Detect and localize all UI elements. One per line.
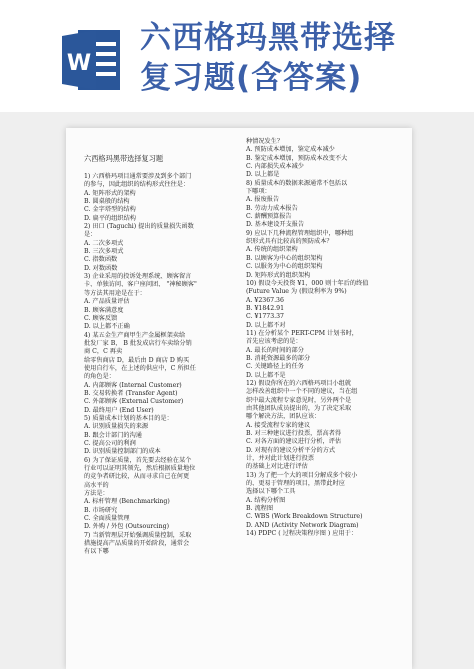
text-line: B. 圆桌般的结构 [84,198,130,206]
text-line: D. 矩阵形式的组织架构 [246,271,311,279]
text-line: D. 对现有的建议分析平分的方式 [246,446,336,454]
text-line: D. 外购 / 外包 (Outsourcing) [84,523,170,531]
text-line: A. 产品质量评估 [84,298,130,306]
text-line: 的竞争者研比较，从而寻求自己在何更 [84,473,190,481]
text-line: C. WBS (Work Breakdown Structure) [246,513,363,521]
text-line: 高水平的 [84,481,109,489]
text-line: B. 消耗资源最多的部分 [246,354,311,362]
text-line: C. 提高公司的利润 [84,440,136,447]
text-line: 的、更易于管理的项目，黑带此时应 [246,480,345,488]
text-line: A. ¥2367.36 [246,296,284,304]
title-line-1: 六西格玛黑带选择 [140,20,396,56]
text-line: 卡、单独访问、客户座问团、 "神秘顾客" [84,281,197,289]
document-heading: 六西格玛黑带选择复习题 [84,154,164,163]
text-line: B. 鉴定成本增加，预防成本改变不大 [246,154,348,162]
text-line: 的基础上对比进行评估 [246,463,308,471]
text-line: C. ¥1773.37 [246,313,284,321]
text-line: 选择以下哪个工具 [246,488,296,496]
text-line: 6) 为了保证质量，首先要去经验在某个 [84,456,192,464]
text-line: D. 对数函数 [84,264,118,272]
text-line: 的参与，因此组织的结构形式往往是： [84,181,190,189]
title-line-2: 复习题(含答案) [140,60,363,96]
text-line: D. 以上都不是 [246,371,286,379]
text-line: B. 流程图 [246,505,274,513]
text-line: B. 以顾客为中心的组织架构 [246,254,323,262]
text-line: 是： [84,231,97,239]
text-line: 织形式具有比较高的预防成本？ [246,238,333,246]
document-page[interactable] [66,128,412,669]
text-line: A. 最长的时间的部分 [246,346,304,354]
text-line: B. 对三种建议进行投票，票高者得 [246,430,342,438]
text-line: 种情况发生？ [246,138,284,145]
text-line: C. 顾客反馈 [84,314,118,322]
text-line: A. 矩阵形式的架构 [84,189,136,197]
page-title [140,18,470,98]
text-line: D. 以上都是 [246,171,280,179]
svg-text:W: W [66,51,92,76]
text-line: 给零售商店 D，最后由 D 商店 D 购买 [84,356,190,364]
text-line: 方法是： [84,490,109,498]
text-line: 的角色是： [84,373,115,381]
text-line: 4) 某五金生产商甲生产金属框架卖给 [84,331,186,339]
text-line: 11) 在分析某个 PERT-CPM 计划书时， [246,329,358,337]
text-line: 有以下哪 [84,548,109,556]
text-line: 3) 企业采用的投诉处理系统、顾客留言 [84,273,192,281]
text-line: B. 劳动力成本报告 [246,204,298,212]
text-line: 8) 质量成本的数据来源通常不包括以 [246,179,348,187]
text-line: C. 以服务为中心的组织架构 [246,263,323,271]
text-line: A. 内部顾客 (Internal Customer) [84,381,182,389]
banner [0,0,474,112]
text-line: B. 市场研究 [84,506,118,514]
text-line: C. 金字塔型的结构 [84,206,136,214]
text-line: D. 扁平的组织结构 [84,214,136,222]
text-line: 7) 当新管理层开始强调质量控制，采取 [84,531,192,539]
text-line: 1) 六西格玛项目通常要涉及到多个部门 [84,173,192,180]
text-line: D. AND (Activity Network Diagram) [246,521,359,529]
text-line: 2) 田口 (Taguchi) 提出的质量损失函数 [84,223,194,231]
text-line: 等方法其用途是在于： [84,289,146,297]
text-line: 措施提高产品质量的开始阶段，通常会 [84,540,190,548]
text-line: B. 顾客满意度 [84,306,124,314]
word-document-icon [62,28,122,92]
left-column [84,154,238,557]
text-line: C. 外部顾客 (External Customer) [84,398,184,406]
text-line: 9) 应以下几种流程管理组织中，哪种组 [246,229,354,237]
text-line: 12) 假设你所在的六西格玛项目小组就 [246,379,352,387]
text-line: 14) PDPC ( 过程决策程序图 ) 应用于： [246,530,358,538]
text-line: B. ¥1842.91 [246,304,285,312]
text-line: 行业可以证明其领先，然后根据质量地位 [84,465,196,473]
text-line: A. 识别质量损失的来源 [84,423,149,431]
text-line: C. 关键路径上的任务 [246,363,304,371]
text-line: 使用自行车，在上述的供应中，C 所担任 [84,364,196,372]
text-line: B. 跟会计部门的沟通 [84,431,142,439]
text-line: D. 识别质量控制部门的成本 [84,448,161,456]
text-line: D. 最终用户 (End User) [84,406,154,414]
text-line: A. 二次多项式 [84,239,124,247]
text-line: (Future Value 为 (假设利率为 9%) [246,288,347,296]
text-line: D. 基本建设开支报告 [246,221,305,229]
text-line: A. 预防成本增加，鉴定成本减少 [246,146,335,154]
text-line: A. 传统的组织架构 [246,246,298,254]
text-line: B. 三次多项式 [84,248,124,256]
text-line: 批发厂家 B， B 批发成店行车卖给分销 [84,339,192,347]
text-line: 下哪项： [246,188,271,196]
text-line: C. 内部损失成本减少 [246,163,304,171]
text-line: A. 接受流程专家的建议 [246,421,311,429]
text-line: B. 交易转换者 (Transfer Agent) [84,389,178,397]
text-line: C. 对各方面的建议进行分析，评估 [246,438,342,446]
text-line: 由其他团队成员提出的，为了决定采取 [246,405,352,412]
text-line: C. 全面质量管理 [84,515,130,523]
text-line: A. 标杆管理 (Benchmarking) [84,498,170,506]
text-line: 怎样改善组织中一个不同的建议，当在组 [246,388,358,396]
text-line: 首先应该考虑的是： [246,338,302,346]
text-line: D. 以上都不正确 [84,323,130,331]
text-line: 计，并对此计划进行投票 [246,455,315,463]
text-line: 5) 质量成本计划的基本目的是： [84,414,173,422]
text-line: 哪个解决方法，团队应该： [246,413,321,421]
text-line: D. 以上都不对 [246,321,286,329]
right-column [246,138,400,539]
text-line: 13) 为了把一个大的项目分解成多个较小 [246,471,358,479]
text-line: A. 报废报告 [246,196,280,204]
text-line: 商 C，C 再卖 [84,348,123,356]
text-line: C. 指数函数 [84,256,118,264]
text-line: 10) 假设今天投资 ¥1，000 则十年后的终值 [246,279,369,287]
text-line: C. 薪酬预算报告 [246,213,292,221]
text-line: A. 结构分析图 [246,496,286,504]
text-line: 织中最大流程专家意见时，另外两个是 [246,396,352,404]
